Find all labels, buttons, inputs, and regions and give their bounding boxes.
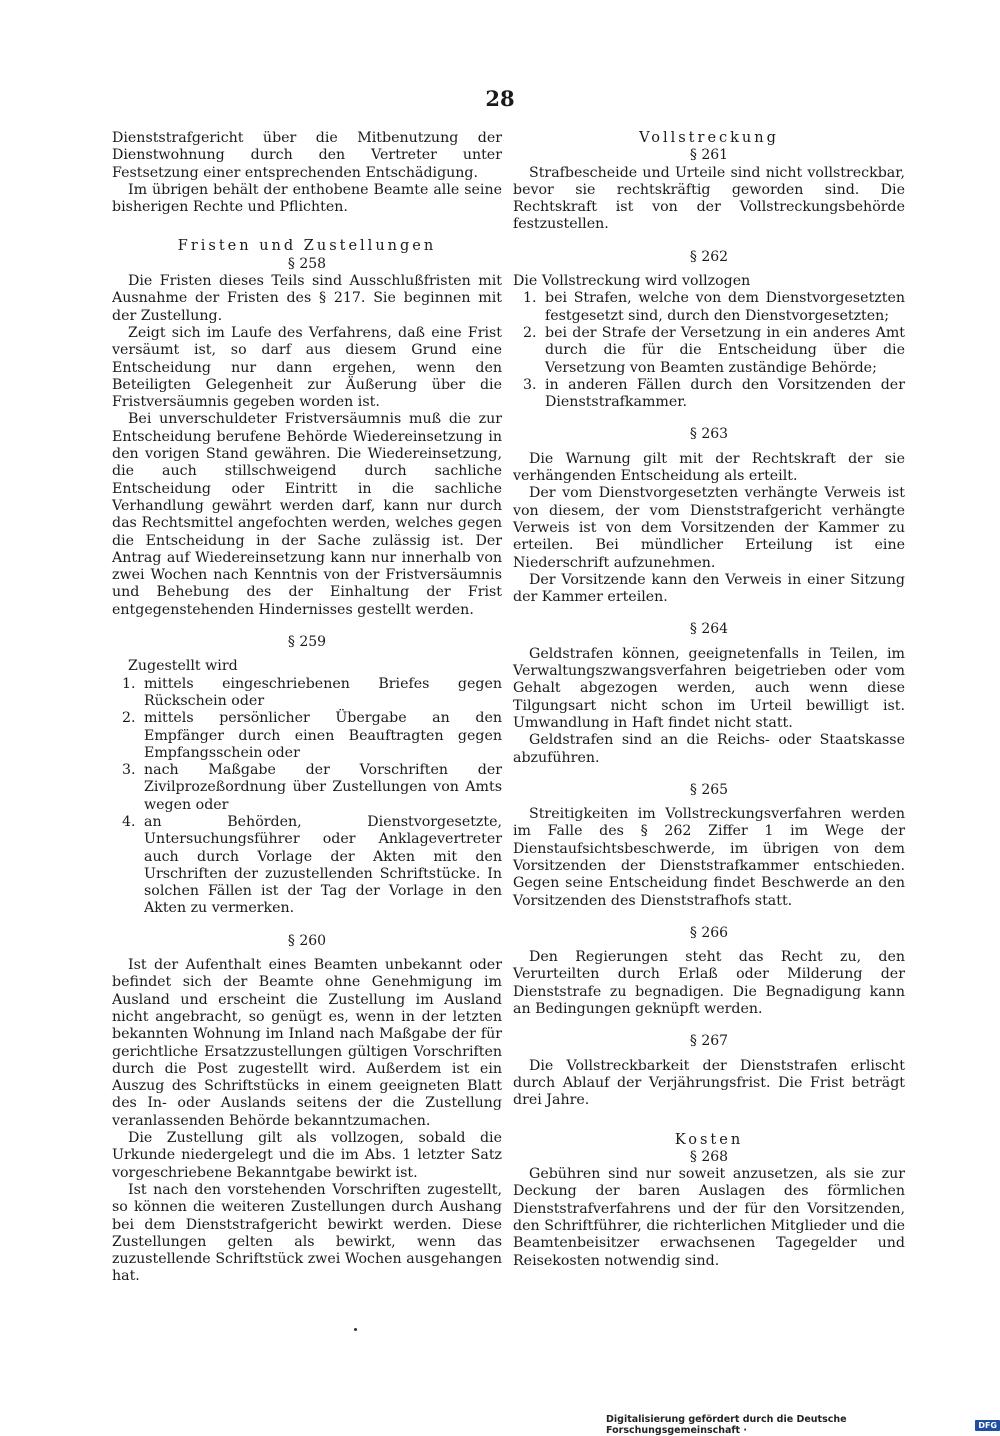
s260-paragraph: Ist nach den vorstehenden Vorschriften zugestellt, so können die weiteren Zustellungen durch Aushang bei dem Dienststrafgericht bewirkt werden. Diese Zustellungen gelten als bewirkt, wenn das zuzustellende Schriftstück zwei Wochen ausgehangen hat. [112,1181,502,1285]
list-item-number: 2. [523,324,537,341]
list-item-text: nach Maßgabe der Vorschriften der Zivilprozeßordnung über Zustellungen von Amts wegen oder [144,762,502,813]
section-title-kosten: Kosten [674,1131,744,1148]
s264-paragraph: Geldstrafen sind an die Reichs- oder Staatskasse abzuführen. [513,732,905,766]
footer-credit [606,1414,1000,1436]
s260-paragraph: Die Zustellung gilt als vollzogen, sobald die Urkunde niedergelegt und die im Abs. 1 letzter Satz vorgeschriebene Bekanntgabe bewirkt ist. [112,1130,502,1181]
paragraph-heading-265: § 265 [689,781,729,798]
list-item-text: mittels eingeschriebenen Briefes gegen Rückschein oder [144,675,502,709]
s262-lead: Die Vollstreckung wird vollzogen [513,273,751,290]
s267-paragraph: Die Vollstreckbarkeit der Dienststrafen erlischt durch Ablauf der Verjährungsfrist. Die Frist beträgt drei Jahre. [513,1057,905,1109]
intro-paragraph: Dienststrafgericht über die Mitbenutzung der Dienstwohnung durch den Vertreter unter Festsetzung einer entsprechenden Entschädigung. [112,130,502,181]
s258-paragraph: Die Fristen dieses Teils sind Ausschlußfristen mit Ausnahme der Fristen des § 217. Sie beginnen mit der Zustellung. [112,273,502,324]
list-item-text: in anderen Fällen durch den Vorsitzenden der Dienststrafkammer. [545,376,905,411]
list-item-number: 3. [122,762,136,779]
s258-paragraph: Zeigt sich im Laufe des Verfahrens, daß eine Frist versäumt ist, so darf aus diesem Grund eine Entscheidung nur dann ergehen, wenn den Beteiligten Gelegenheit zur Äußerung über die Fristversäumnis gegeben worden ist. [112,324,502,411]
list-item-number: 1. [122,675,136,692]
footer-text: Digitalisierung gefördert durch die Deutsche Forschungsgemeinschaft · [606,1414,847,1436]
s263-paragraph: Die Warnung gilt mit der Rechtskraft der sie verhängenden Entscheidung als erteilt. [513,450,905,485]
s266-paragraph: Den Regierungen steht das Recht zu, den Verurteilten durch Erlaß oder Milderung der Dienststrafe zu begnadigen. Die Begnadigung kann an Bedingungen geknüpft werden. [513,949,905,1018]
paragraph-heading-259: § 259 [287,634,327,651]
paragraph-heading-267: § 267 [689,1033,729,1050]
s260-paragraph: Ist der Aufenthalt eines Beamten unbekannt oder befindet sich der Beamte ohne Genehmigung im Ausland und erscheint die Zustellung im Ausland nicht angebracht, so genügt es, wenn in der letzten bekannten Wohnung im Inland nach Maßgabe der für gerichtliche Ersatzzustellungen gültigen Vorschriften durch die Post zugestellt wird. Außerdem ist ein Auszug des Schriftstücks in einem geeigneten Blatt des In- oder Auslands seitens der die Zustellung veranlassenden Behörde bekanntzumachen. [112,957,502,1129]
list-item [112,710,502,762]
list-item-text: bei Strafen, welche von dem Dienstvorgesetzten festgesetzt sind, durch den Dienstvorgesetzten; [545,290,905,324]
s261-paragraph: Strafbescheide und Urteile sind nicht vollstreckbar, bevor sie rechtskräftig geworden sind. Die Rechtskraft ist von der Vollstreckungsbehörde festzustellen. [513,164,905,233]
intro-paragraph: Im übrigen behält der enthobene Beamte alle seine bisherigen Rechte und Pflichten. [112,181,502,216]
list-item-number: 2. [122,710,136,727]
paragraph-heading-263: § 263 [689,426,729,443]
paragraph-heading-260: § 260 [287,932,327,949]
s259-lead: Zugestellt wird [128,658,238,675]
s263-paragraph: Der vom Dienstvorgesetzten verhängte Verweis ist von diesem, der vom Dienststrafgericht verhängte Verweis ist von dem Vorsitzenden der Kammer zu erteilen. Bei mündlicher Erteilung ist eine Niederschrift aufzunehmen. [513,485,905,571]
list-item [513,325,905,377]
right-column [513,130,905,1270]
s258-paragraph: Bei unverschuldeter Fristversäumnis muß die zur Entscheidung berufene Behörde Wiedereinsetzung in den vorigen Stand gewähren. Die Wiedereinsetzung, die auch stillschweigend durch sachliche Entscheidung oder Eintritt in die sachliche Verhandlung gewährt werden darf, kann nur durch das Rechtsmittel angefochten werden, welches gegen die Entscheidung in der Sache zulässig ist. Der Antrag auf Wiedereinsetzung kann nur innerhalb von zwei Wochen nach Kenntnis von der Fristversäumnis und Behebung des der Einhaltung der Frist entgegenstehenden Hindernisses gestellt werden. [112,411,502,618]
list-item-text: an Behörden, Dienstvorgesetzte, Untersuchungsführer oder Anklagevertreter auch durch Vorlage der Akten mit den Urschriften der zuzustellenden Schriftstücke. In solchen Fällen ist der Tag der Vorlage in den Akten zu vermerken. [144,813,502,917]
section-title-fristen: Fristen und Zustellungen [177,238,437,255]
s263-paragraph: Der Vorsitzende kann den Verweis in einer Sitzung der Kammer erteilen. [513,571,905,606]
list-item-number: 1. [523,290,537,307]
paragraph-heading-262: § 262 [689,248,729,265]
s265-paragraph: Streitigkeiten im Vollstreckungsverfahren werden im Falle des § 262 Ziffer 1 im Wege der Dienstaufsichtsbeschwerde, im übrigen von dem Vorsitzenden der Dienststrafkammer entschieden. Gegen seine Entscheidung findet Beschwerde an den Vorsitzenden des Dienststrafhofs statt. [513,806,905,909]
list-item [112,676,502,711]
section-title-vollstreckung: Vollstreckung [639,130,779,146]
s264-paragraph: Geldstrafen können, geeignetenfalls in Teilen, im Verwaltungszwangsverfahren beigetrieben oder vom Gehalt abgezogen werden, auch wenn diese Tilgungsart nicht schon im Urteil bewilligt ist. Umwandlung in Haft findet nicht statt. [513,645,905,731]
list-item [513,290,905,325]
dfg-logo-icon: DFG [975,1420,1000,1431]
paragraph-heading-258: § 258 [287,255,327,272]
list-item-text: bei der Strafe der Versetzung in ein anderes Amt durch die für die Entscheidung über die Versetzung von Beamten zuständige Behörde; [545,324,905,376]
page-number: 28 [485,86,515,111]
left-column [112,130,502,1286]
list-item-text: mittels persönlicher Übergabe an den Empfänger durch einen Beauftragten gegen Empfangsschein oder [144,710,502,761]
paragraph-heading-261: § 261 [689,147,729,164]
print-mark [354,1328,357,1331]
list-item [112,762,502,814]
list-item [513,377,905,412]
s262-list [513,290,905,411]
s268-paragraph: Gebühren sind nur soweit anzusetzen, als sie zur Deckung der baren Auslagen des förmlichen Dienststrafverfahrens und der für den Vorsitzenden, den Schriftführer, die richterlichen Mitglieder und die Beamtenbeisitzer erwachsenen Tagegelder und Reisekosten notwendig sind. [513,1166,905,1269]
paragraph-heading-268: § 268 [689,1148,729,1165]
paragraph-heading-264: § 264 [689,621,729,638]
list-item [112,814,502,918]
list-item-number: 3. [523,376,537,393]
s259-list [112,676,502,918]
list-item-number: 4. [122,813,136,830]
paragraph-heading-266: § 266 [689,924,729,941]
